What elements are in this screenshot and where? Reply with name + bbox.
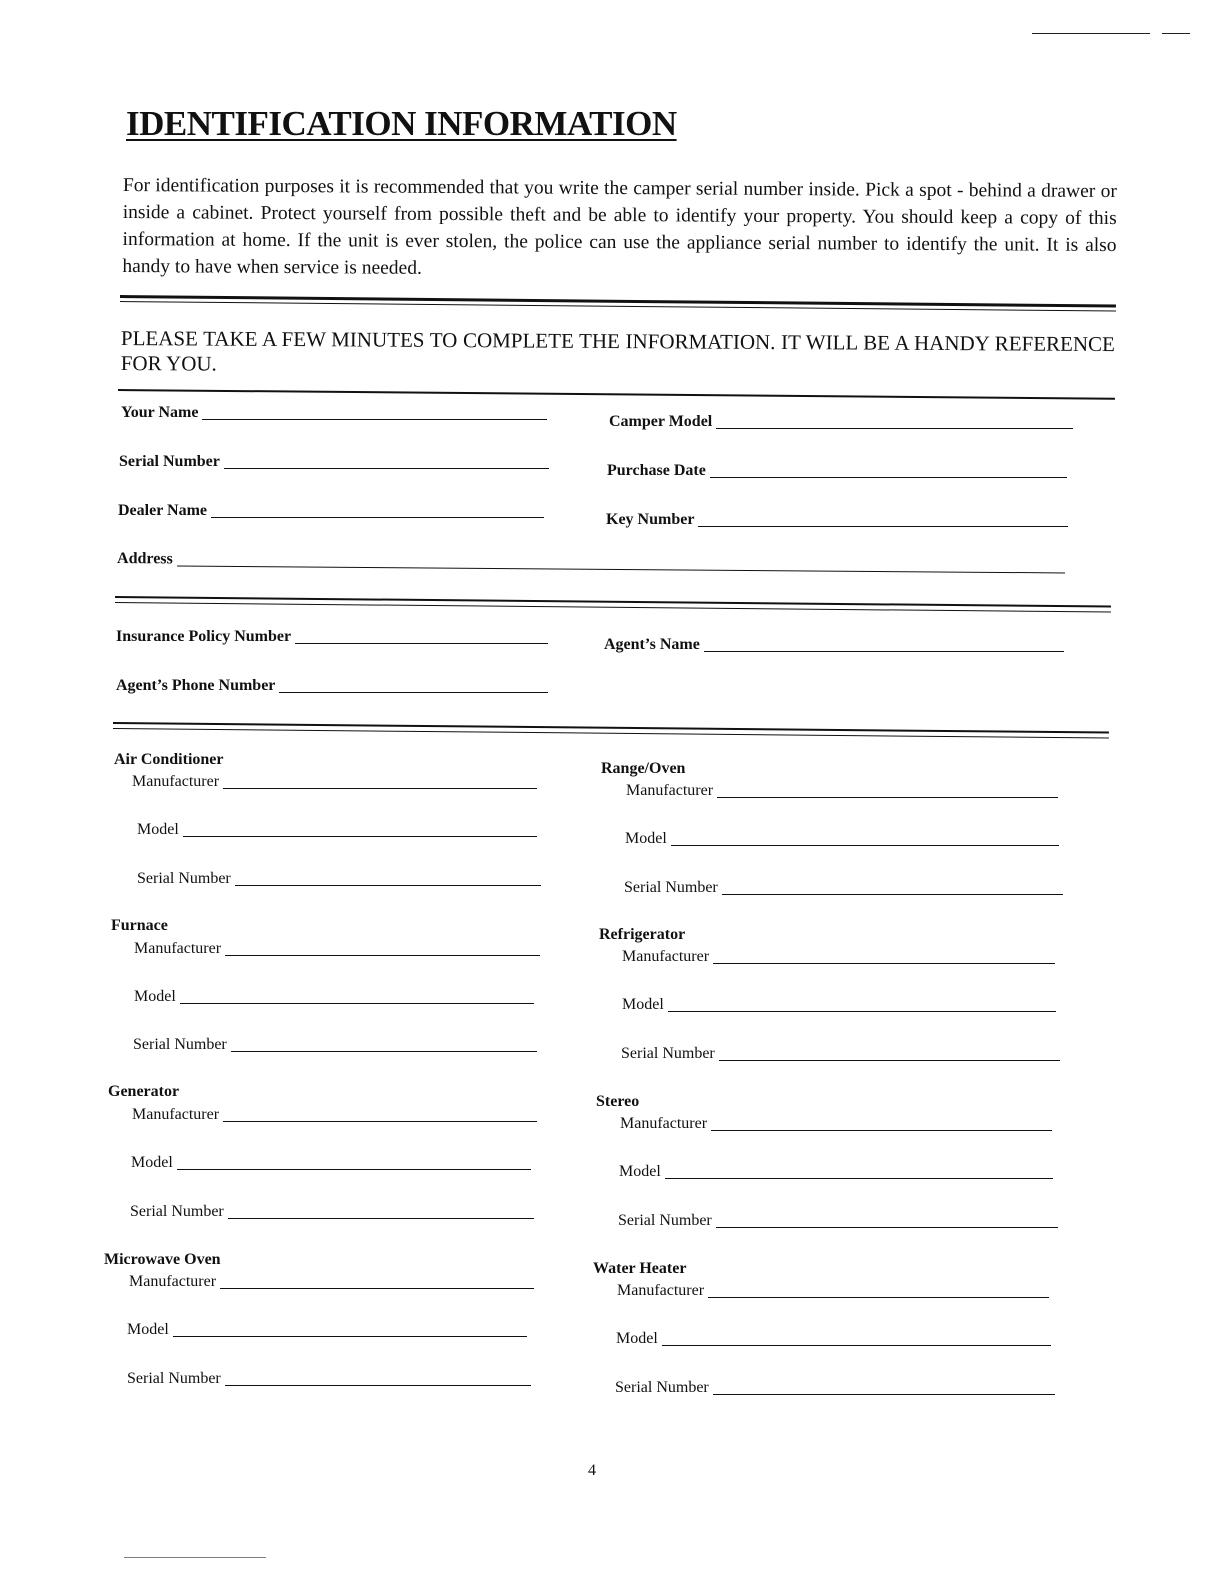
section-divider <box>118 389 1115 400</box>
serial-number-line[interactable] <box>224 468 549 469</box>
refrigerator-heading: Refrigerator <box>599 926 686 943</box>
model-line[interactable] <box>671 845 1059 846</box>
instruction-text: PLEASE TAKE A FEW MINUTES TO COMPLETE THE INFORMATION. IT WILL BE A HANDY REFERENCE FOR YOU. <box>120 326 1115 376</box>
generator-model-field[interactable] <box>131 1154 531 1172</box>
top-corner-mark <box>1032 33 1150 34</box>
serial-number-line[interactable] <box>231 1051 537 1052</box>
stereo-manufacturer-field[interactable] <box>620 1115 1052 1133</box>
dealer-name-field[interactable] <box>118 502 544 520</box>
bottom-corner-mark <box>124 1557 266 1558</box>
furnace-model-field[interactable] <box>134 988 534 1006</box>
insurance-policy-label: Insurance Policy Number <box>116 628 292 645</box>
model-line[interactable] <box>177 1169 531 1170</box>
manufacturer-label: Manufacturer <box>134 940 222 957</box>
purchase-date-label: Purchase Date <box>607 462 706 479</box>
model-label: Model <box>619 1163 661 1180</box>
serial-number-label: Serial Number <box>624 879 718 896</box>
water-heater-heading: Water Heater <box>593 1260 687 1277</box>
your-name-line[interactable] <box>202 419 547 420</box>
dealer-name-line[interactable] <box>211 517 544 518</box>
water-heater-manufacturer-field[interactable] <box>617 1282 1049 1300</box>
insurance-policy-line[interactable] <box>295 643 548 644</box>
serial-number-line[interactable] <box>225 1385 531 1386</box>
camper-model-label: Camper Model <box>609 413 713 430</box>
key-number-line[interactable] <box>698 526 1068 527</box>
serial-number-line[interactable] <box>719 1060 1060 1061</box>
agent-name-line[interactable] <box>704 651 1064 652</box>
range-oven-serial-field[interactable] <box>624 879 1063 897</box>
insurance-policy-field[interactable] <box>116 628 548 646</box>
purchase-date-field[interactable] <box>607 462 1067 480</box>
manufacturer-line[interactable] <box>225 955 540 956</box>
model-label: Model <box>137 821 179 838</box>
serial-number-label: Serial Number <box>133 1036 227 1053</box>
model-label: Model <box>134 988 176 1005</box>
agent-phone-line[interactable] <box>279 692 548 693</box>
refrigerator-model-field[interactable] <box>622 996 1056 1014</box>
serial-number-line[interactable] <box>235 885 541 886</box>
manufacturer-line[interactable] <box>713 963 1055 964</box>
key-number-label: Key Number <box>606 511 695 528</box>
microwave-oven-model-field[interactable] <box>127 1321 527 1339</box>
air-conditioner-heading: Air Conditioner <box>114 751 224 768</box>
model-line[interactable] <box>173 1336 527 1337</box>
manufacturer-label: Manufacturer <box>622 948 710 965</box>
generator-heading: Generator <box>108 1083 180 1100</box>
range-oven-model-field[interactable] <box>625 830 1059 848</box>
model-label: Model <box>622 996 664 1013</box>
refrigerator-manufacturer-field[interactable] <box>622 948 1055 966</box>
page-title: IDENTIFICATION INFORMATION <box>126 104 677 143</box>
agent-name-label: Agent’s Name <box>604 636 700 653</box>
manufacturer-label: Manufacturer <box>620 1115 708 1132</box>
serial-number-line[interactable] <box>716 1227 1058 1228</box>
manufacturer-line[interactable] <box>708 1297 1049 1298</box>
air-conditioner-model-field[interactable] <box>137 821 537 839</box>
model-label: Model <box>127 1321 169 1338</box>
model-line[interactable] <box>665 1178 1053 1179</box>
range-oven-heading: Range/Oven <box>601 760 686 777</box>
furnace-serial-field[interactable] <box>133 1036 537 1054</box>
manufacturer-line[interactable] <box>223 1121 537 1122</box>
serial-number-line[interactable] <box>722 894 1063 895</box>
intro-paragraph: For identification purposes it is recommended that you write the camper serial number inside. Pick a spot - behind a drawer or inside a cabinet. Protect yourself from possible theft and be able to identify your property. You should keep a copy of this information at home. If the unit is ever stolen, the police can use the appliance serial number to identify the unit. It is also handy to have when service is needed. <box>122 174 1117 279</box>
stereo-model-field[interactable] <box>619 1163 1053 1181</box>
address-label: Address <box>117 550 173 568</box>
microwave-oven-manufacturer-field[interactable] <box>129 1273 534 1291</box>
serial-number-label: Serial Number <box>127 1370 221 1387</box>
serial-number-label: Serial Number <box>618 1212 712 1229</box>
stereo-heading: Stereo <box>596 1093 640 1110</box>
agent-phone-label: Agent’s Phone Number <box>116 677 276 694</box>
furnace-heading: Furnace <box>111 917 168 934</box>
top-corner-mark-short <box>1162 33 1190 34</box>
camper-model-field[interactable] <box>609 413 1073 431</box>
model-line[interactable] <box>668 1011 1056 1012</box>
serial-number-field[interactable] <box>119 453 549 471</box>
your-name-label: Your Name <box>121 404 199 421</box>
agent-phone-field[interactable] <box>116 677 548 695</box>
air-conditioner-serial-field[interactable] <box>137 870 541 888</box>
water-heater-serial-field[interactable] <box>615 1379 1055 1397</box>
your-name-field[interactable] <box>121 404 547 422</box>
microwave-oven-serial-field[interactable] <box>127 1370 531 1388</box>
agent-name-field[interactable] <box>604 636 1064 654</box>
key-number-field[interactable] <box>606 511 1068 529</box>
manufacturer-line[interactable] <box>717 797 1058 798</box>
page-number: 4 <box>588 1462 596 1479</box>
address-line[interactable] <box>177 565 1065 573</box>
serial-number-label: Serial Number <box>621 1045 715 1062</box>
manufacturer-label: Manufacturer <box>129 1273 217 1290</box>
generator-manufacturer-field[interactable] <box>132 1106 537 1124</box>
serial-number-label: Serial Number <box>137 870 231 887</box>
camper-model-line[interactable] <box>716 428 1073 429</box>
serial-number-label: Serial Number <box>130 1203 224 1220</box>
water-heater-model-field[interactable] <box>616 1330 1051 1348</box>
model-label: Model <box>131 1154 173 1171</box>
manufacturer-label: Manufacturer <box>617 1282 705 1299</box>
stereo-serial-field[interactable] <box>618 1212 1058 1230</box>
serial-number-line[interactable] <box>228 1218 534 1219</box>
model-label: Model <box>616 1330 658 1347</box>
manufacturer-label: Manufacturer <box>132 1106 220 1123</box>
manufacturer-line[interactable] <box>223 788 537 789</box>
refrigerator-serial-field[interactable] <box>621 1045 1060 1063</box>
serial-number-line[interactable] <box>713 1394 1055 1395</box>
manufacturer-label: Manufacturer <box>626 782 714 799</box>
range-oven-manufacturer-field[interactable] <box>626 782 1058 800</box>
generator-serial-field[interactable] <box>130 1203 534 1221</box>
model-line[interactable] <box>183 836 537 837</box>
serial-number-label: Serial Number <box>119 453 220 470</box>
air-conditioner-manufacturer-field[interactable] <box>132 773 537 791</box>
model-line[interactable] <box>180 1003 534 1004</box>
manufacturer-label: Manufacturer <box>132 773 220 790</box>
microwave-oven-heading: Microwave Oven <box>104 1251 221 1268</box>
manufacturer-line[interactable] <box>711 1130 1052 1131</box>
model-line[interactable] <box>662 1345 1051 1346</box>
purchase-date-line[interactable] <box>710 477 1067 478</box>
serial-number-label: Serial Number <box>615 1379 709 1396</box>
address-field[interactable] <box>117 550 1065 575</box>
model-label: Model <box>625 830 667 847</box>
furnace-manufacturer-field[interactable] <box>134 940 540 958</box>
manufacturer-line[interactable] <box>220 1288 534 1289</box>
dealer-name-label: Dealer Name <box>118 502 207 519</box>
